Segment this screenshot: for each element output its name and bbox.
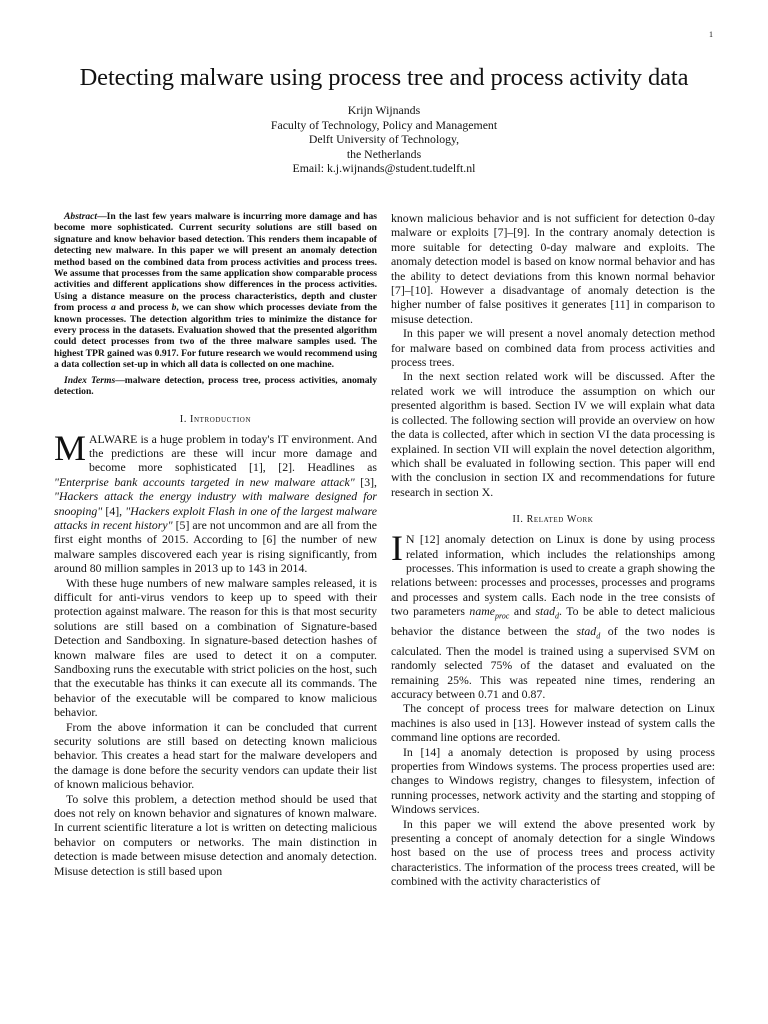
author-email: Email: k.j.wijnands@student.tudelft.nl [292,161,476,175]
page-number: 1 [709,30,713,39]
intro-paragraph-3: From the above information it can be concluded that current security solutions are still based on detecting known malicious behavior. This creates a head start for the malware developers and the damage is done before the security vendors can update their list of known malicious behavior. [54,719,377,792]
abstract-var-a: a [111,302,116,314]
section-heading-related-work: II. Related Work [512,514,594,526]
left-column [54,211,377,878]
paragraph-text: [4], [102,503,126,518]
abstract-text: In the last few years malware is incurring more damage and has become more sophisticated. Current security solutions are still based on signature and know behavior based detection. This renders them incapable of detecting new malware. In this paper we will present an anomaly detection method based on the combined data from process activities and process trees. We assume that processes from the same application show comparable process activities and different applications show differences in the process activities. Using a distance measure on the process characteristics, depth and cluster from process [54,211,377,314]
index-terms-text: malware detection, process tree, process activities, anomaly detection. [54,374,377,398]
math-var-name [469,604,510,621]
index-terms-dash: — [115,374,125,386]
intro-dropcap: M [54,427,87,468]
related-paragraph-3: In [14] a anomaly detection is proposed by using process properties from Windows systems. The process properties used are: changes to Windows registry, changes to filesystem, infection of running processes, network activity and the starting and stopping of Windows services. [391,744,715,817]
math-subscript: d [596,631,601,641]
math-symbol: name [469,604,495,619]
section-heading-introduction: I. Introduction [179,413,252,425]
paragraph-text: . To be able to detect malicious behavior the distance between the [391,604,715,638]
math-symbol: stad [576,623,597,638]
math-subscript: d [555,611,560,621]
abstract-text: , we can show which processes deviate from the known processes. The detection algorithm tries to minimize the distance for every process in the datasets. Evaluation showed that the presented algorithm could detect processes from two of the three malware samples used. The highest TPR gained was 0.917. For future research we would recommend using a data collection set-up in which all data is collected on one machine. [54,302,377,371]
abstract-var-b: b [171,302,177,314]
headline-quote: "Enterprise bank accounts targeted in new malware attack" [54,474,355,489]
abstract-text: and process [115,302,172,314]
author-name: Krijn Wijnands [347,103,421,117]
index-terms-label: Index Terms [64,374,116,386]
related-paragraph-1 [391,528,716,701]
math-subscript: proc [494,611,510,621]
affiliation-line: Faculty of Technology, Policy and Management [270,117,498,132]
paragraph-text: of the two nodes is calculated. Then the model is trained using a supervised SVM on randomly selected 75% of the dataset and evaluated on the remaining 25%. This was repeated nine times, rendering an accuracy between 0.71 and 0.87. [391,623,716,701]
math-var-stad [535,604,560,621]
math-var-stad [576,623,601,641]
affiliation-line: Delft University of Technology, [308,132,460,146]
abstract-label: Abstract [64,211,98,222]
affiliation-line: the Netherlands [346,146,422,161]
paragraph-text: N [12] anomaly detection on Linux is done by using process related information, which includes the relationships among processes. This information is used to create a graph showing the relations between: processes and processes, processes and programs and processes and system calls. Each node in the tree consists of two parameters [391,532,715,619]
headline-quote: "Hackers attack the energy industry with malware designed for snooping" [54,489,377,518]
intro-paragraph-1 [54,427,377,576]
intro-paragraph-6: In the next section related work will be discussed. After the related work we will introduce the assumption on which our presented algorithm is based. Section IV we will explain what data is collected. The following section will provide an overview on how the data is collected, after which in section VI the data processing is explained. In section VII will explain the novel detection algorithm, which shall be evaluated in following section. This paper will end with the conclusion in section IX and recommendations for future research in section X. [391,369,715,499]
headline-quote: "Hackers exploit Flash in one of the largest malware attacks in recent history" [54,503,377,532]
related-dropcap: I [391,528,403,569]
intro-paragraph-4-continued: known malicious behavior and is not sufficient for detection 0-day malware or exploits [7]–[9]. In the contrary anomaly detection is more suitable for detecting 0-day malware and exploits. The anomaly detection model is based on know normal behavior and has the ability to detect deviations from this known normal behavior [7]–[10]. However a disadvantage of anomaly detection is the higher number of false positives it generates [11] in comparison to misuse detection. [391,211,715,326]
paragraph-text: ALWARE is a huge problem in today's IT environment. And the predictions are these will incur more damage and become more sophisticated [1], [2]. Headlines as [89,431,377,475]
math-symbol: stad [535,604,556,619]
intro-paragraph-5: In this paper we will present a novel anomaly detection method for malware based on combined data from process activities and process trees. [391,326,715,370]
abstract [54,211,377,371]
paragraph-text: [5] are not uncommon and are all from the first eight months of 2015. According to [6] the number of new malware samples discovered each year is rising significantly, from around 80 million samples in 2013 up to 143 in 2014. [54,517,377,576]
right-column [391,211,715,889]
paragraph-text: and [509,604,536,619]
abstract-dash: — [97,211,107,222]
intro-paragraph-4: To solve this problem, a detection method should be used that does not rely on known behavior and signatures of known malware. In current scientific literature a lot is written on detecting malicious behavior on computers or networks. The main distinction in detection is made between misuse detection and anomaly detection. Misuse detection is still based upon [54,791,377,878]
related-paragraph-2: The concept of process trees for malware detection on Linux machines is also used in [13]. However instead of system calls the command line options are recorded. [391,701,715,745]
intro-paragraph-2: With these huge numbers of new malware samples released, it is difficult for anti-virus vendors to keep up to speed with their protection against malware. The reason for this is that most security solutions are still based on a combination of Signature-based Detection and Sandboxing. In signature-based detection hashes of known malware files are used to detect it on a computer. Sandboxing runs the executable with strict policies on the host, such that the executable has thinks it can execute all its commands. The behavior of the executable will be compared to know malicious behavior. [54,575,377,720]
paragraph-text: [3], [354,474,377,489]
paper-title: Detecting malware using process tree and process activity data [79,64,689,91]
author-block [0,103,768,176]
index-terms [54,375,377,398]
related-paragraph-4: In this paper we will extend the above presented work by presenting a concept of anomaly detection for a single Windows host based on the use of process trees and process activity characteristics. The information of the process trees created, will be combined with the activity characteristics of [391,816,715,889]
